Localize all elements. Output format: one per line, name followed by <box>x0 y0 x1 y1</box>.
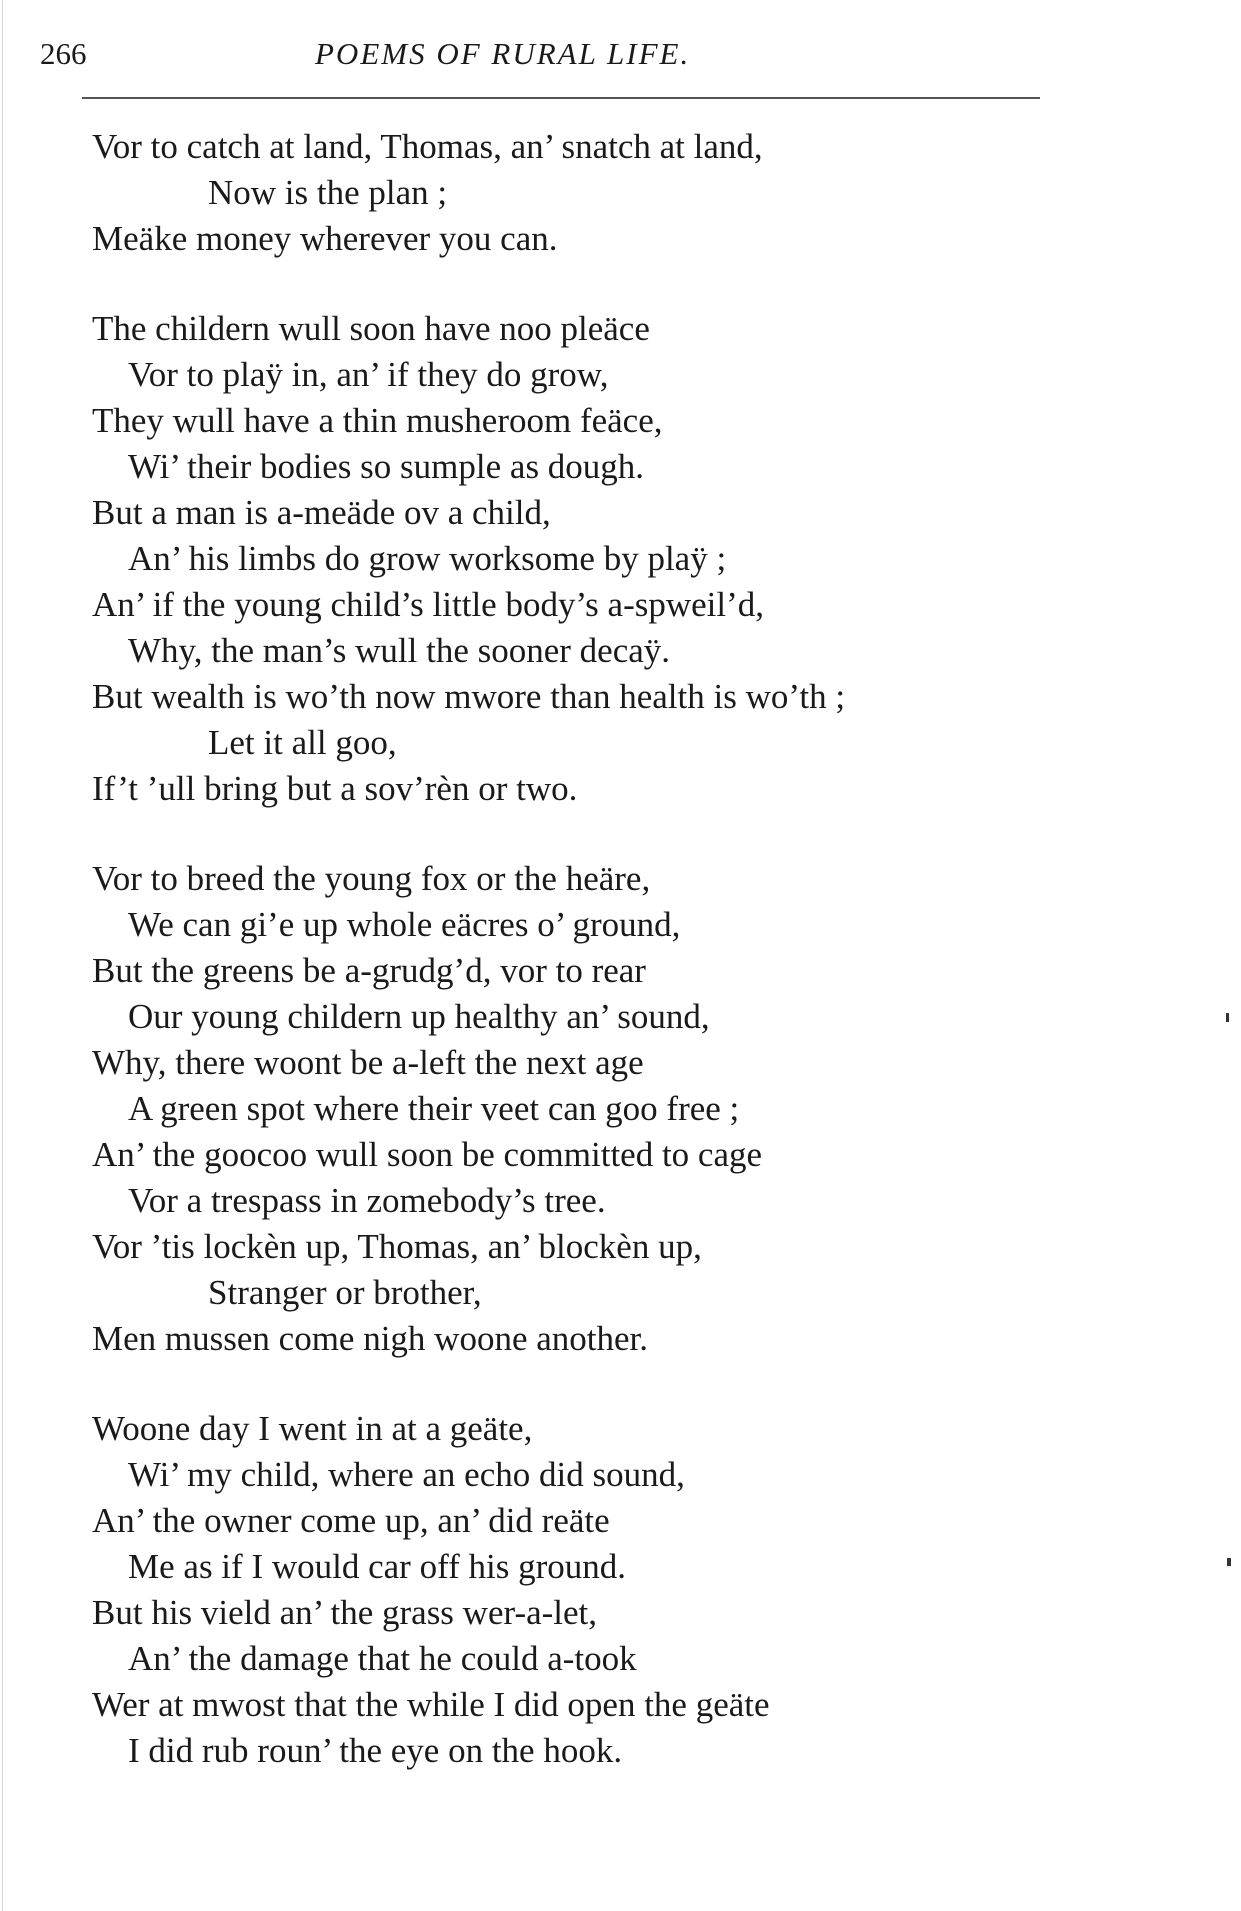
header-rule <box>82 97 1040 99</box>
poem-line: Why, there woont be a-left the next age <box>92 1043 644 1082</box>
stanza-1 <box>92 124 1192 262</box>
poem-line: Men mussen come nigh woone another. <box>92 1319 649 1358</box>
stanza-3 <box>92 856 1192 1362</box>
poem-line: An’ his limbs do grow worksome by plaÿ ; <box>128 539 727 578</box>
running-title: POEMS OF RURAL LIFE. <box>315 36 691 71</box>
poem-line: Our young childern up healthy an’ sound, <box>128 997 710 1036</box>
poem-line: Wi’ their bodies so sumple as dough. <box>128 447 645 486</box>
poem-line: Why, the man’s wull the sooner decaÿ. <box>128 631 671 670</box>
poem-line: If’t ’ull bring but a sov’rèn or two. <box>92 769 578 808</box>
poem-line: An’ the damage that he could a-took <box>128 1639 637 1678</box>
poem-line: I did rub roun’ the eye on the hook. <box>128 1731 623 1770</box>
poem-line: Vor a trespass in zomebody’s tree. <box>128 1181 606 1220</box>
poem-line: An’ the owner come up, an’ did reäte <box>92 1501 610 1540</box>
poem-line: But his vield an’ the grass wer-a-let, <box>92 1593 598 1632</box>
poem-line: Meäke money wherever you can. <box>92 219 558 258</box>
poem-line: Now is the plan ; <box>208 173 448 212</box>
poem-line: A green spot where their veet can goo free ; <box>128 1089 740 1128</box>
poem-line: An’ if the young child’s little body’s a-spweil’d, <box>92 585 765 624</box>
poem-line: Vor to catch at land, Thomas, an’ snatch at land, <box>92 127 763 166</box>
scan-speck <box>1226 1013 1229 1022</box>
poem-line: But wealth is wo’th now mwore than health is wo’th ; <box>92 677 846 716</box>
poem-line: Wi’ my child, where an echo did sound, <box>128 1455 685 1494</box>
page-number: 266 <box>40 36 87 71</box>
poem-line: They wull have a thin musheroom feäce, <box>92 401 663 440</box>
poem-line: But a man is a-meäde ov a child, <box>92 493 551 532</box>
poem-line: Wer at mwost that the while I did open the geäte <box>92 1685 770 1724</box>
stanza-2 <box>92 306 1192 812</box>
poem-line: Vor to breed the young fox or the heäre, <box>92 859 651 898</box>
poem-line: Stranger or brother, <box>208 1273 482 1312</box>
poem-line: The childern wull soon have noo pleäce <box>92 309 650 348</box>
poem-line: We can gi’e up whole eäcres o’ ground, <box>128 905 681 944</box>
scan-speck <box>1227 1558 1231 1566</box>
poem-line: But the greens be a-grudg’d, vor to rear <box>92 951 646 990</box>
poem-body <box>92 124 1192 1818</box>
stanza-4 <box>92 1406 1192 1774</box>
poem-line: Vor to plaÿ in, an’ if they do grow, <box>128 355 609 394</box>
poem-line: Let it all goo, <box>208 723 397 762</box>
poem-line: Me as if I would car off his ground. <box>128 1547 626 1586</box>
poem-line: Woone day I went in at a geäte, <box>92 1409 533 1448</box>
poem-line: An’ the goocoo wull soon be committed to cage <box>92 1135 763 1174</box>
page-edge-shadow <box>2 0 3 1911</box>
poem-line: Vor ’tis lockèn up, Thomas, an’ blockèn up, <box>92 1227 702 1266</box>
page-header <box>40 36 1070 86</box>
